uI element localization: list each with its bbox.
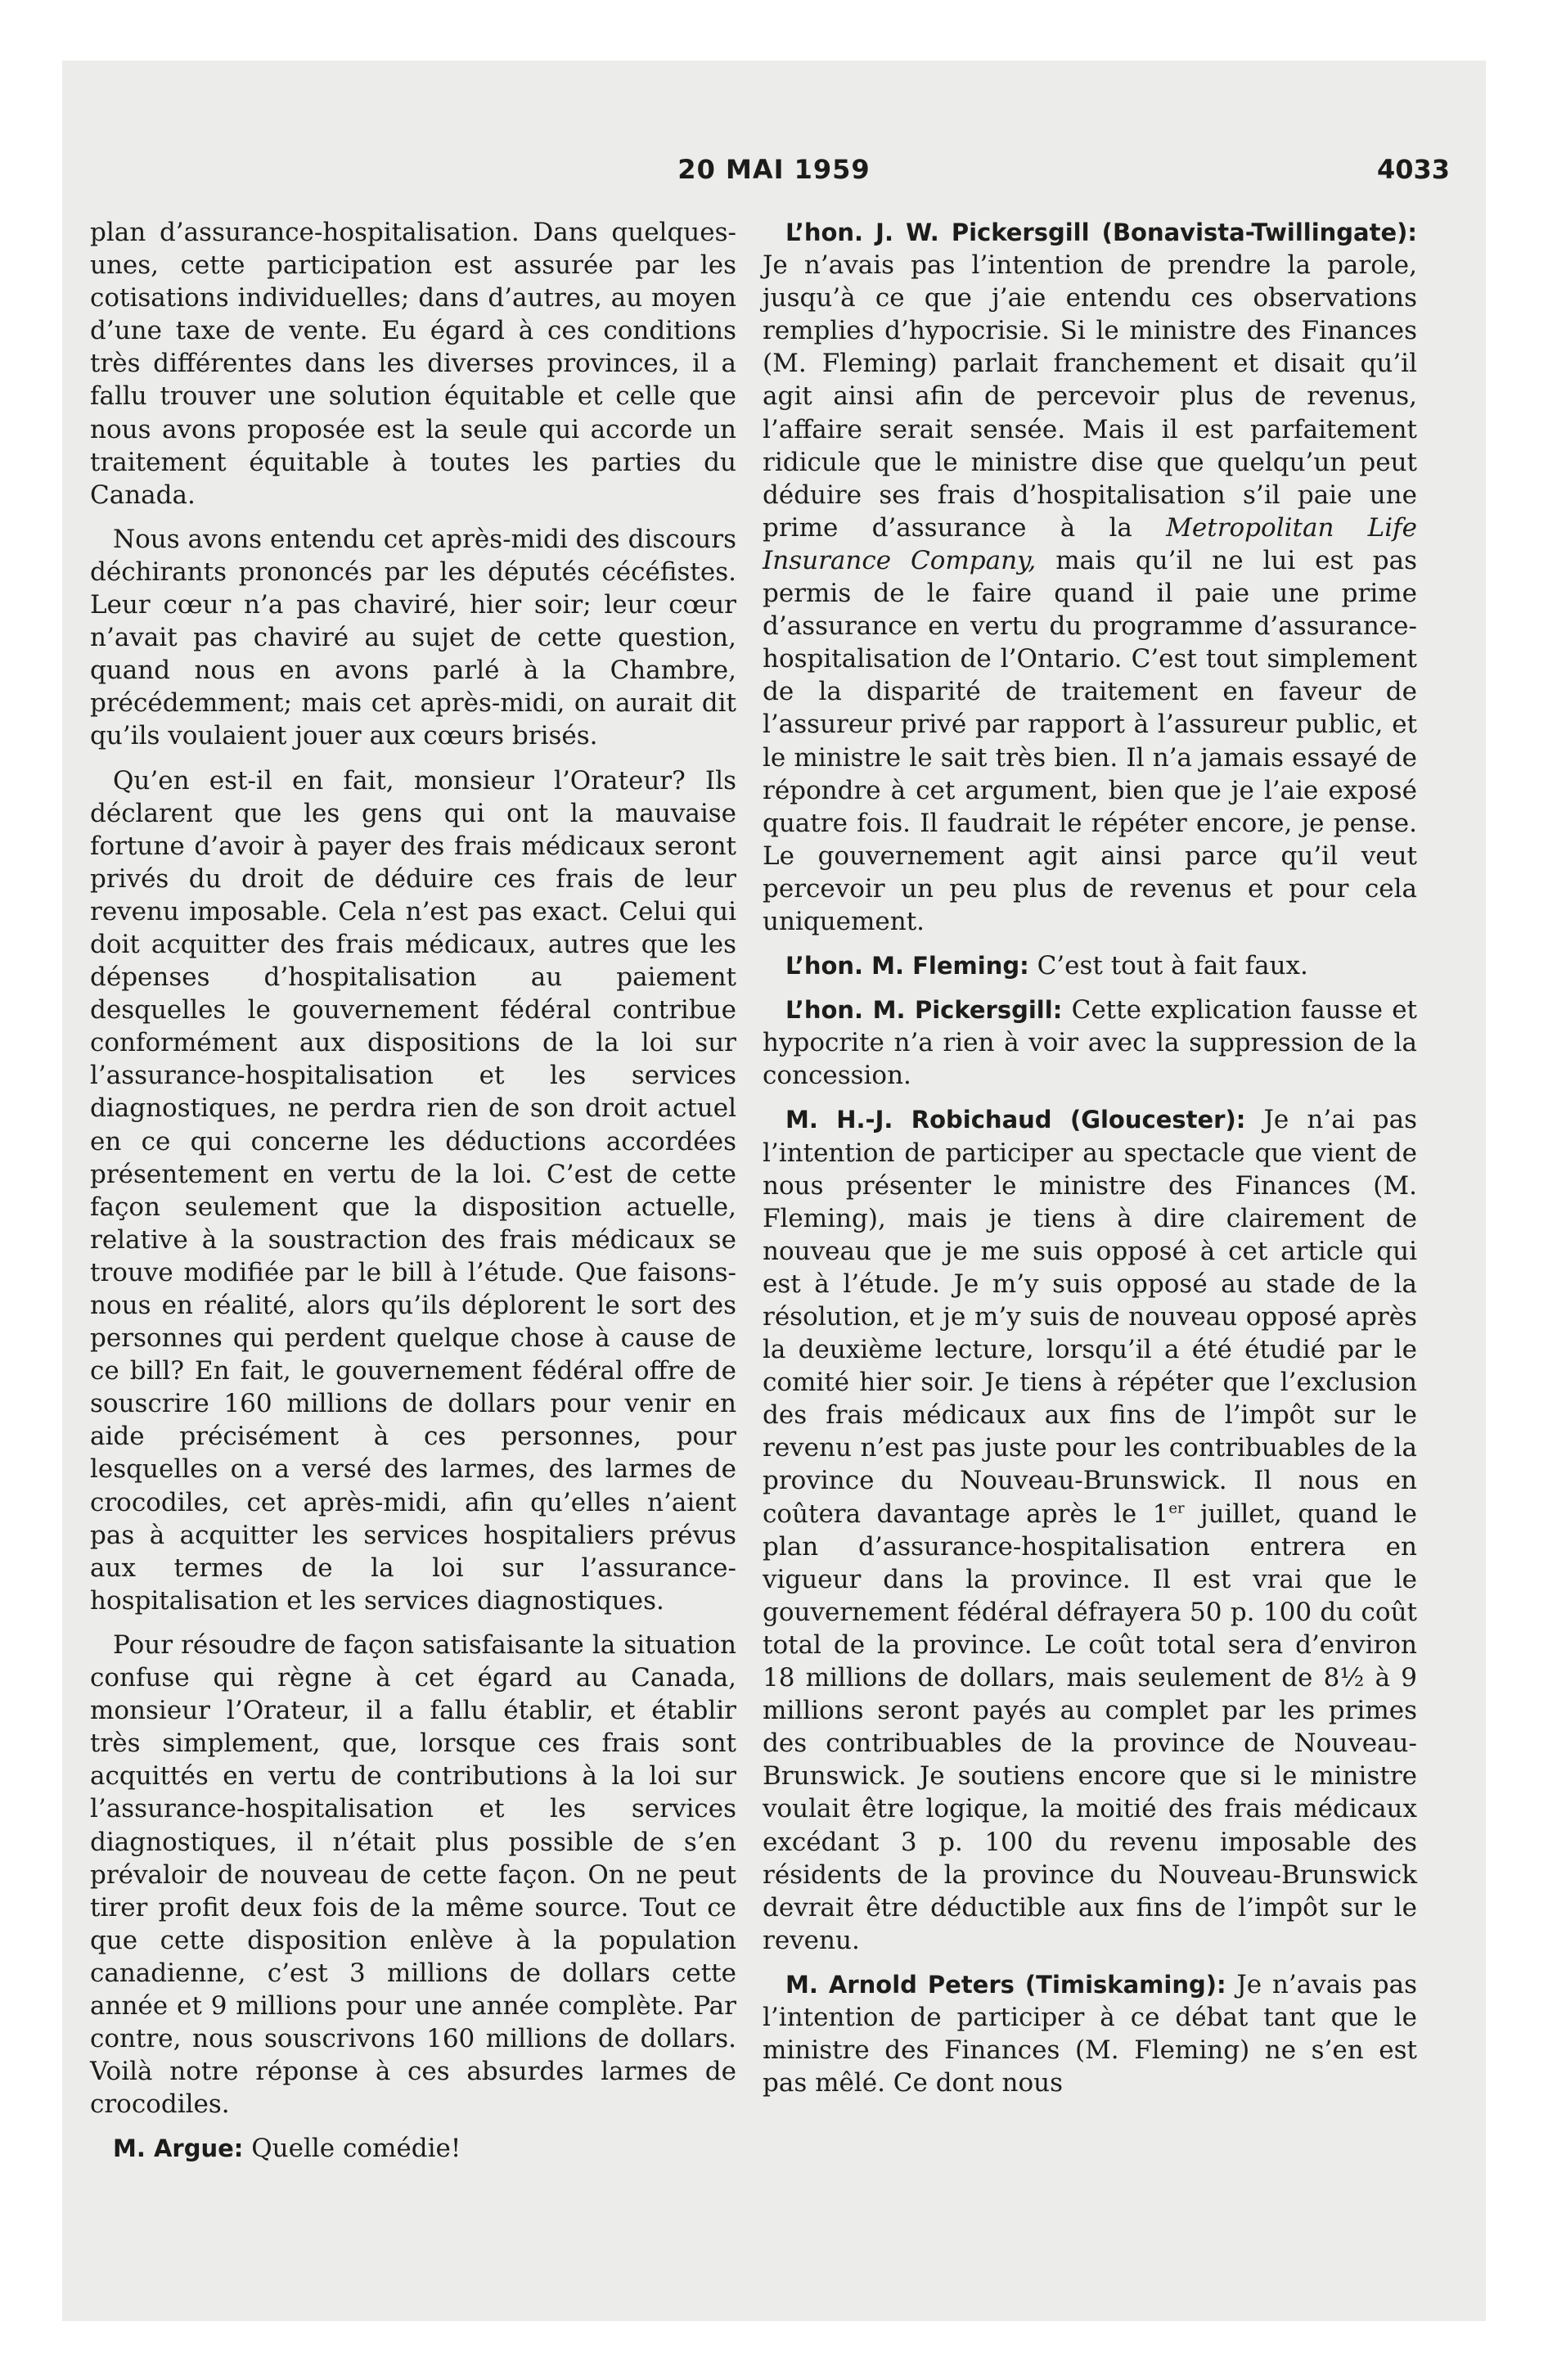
left-column	[90, 216, 736, 2176]
speech-text: Quelle comédie!	[251, 2134, 461, 2164]
speaker-name: M. Argue:	[113, 2134, 244, 2163]
speech-text: Je n’ai pas l’intention de participer au spectacle que vient de nous présenter le ministre des Finances (M. Fleming), mais je tiens à dire clairement de nouveau que je me suis opposé à cet article qui est à l’étude. Je m’y suis opposé au stade de la résolution, et je m’y suis de nouveau opposé après la deuxième lecture, lorsqu’il a été étudié par le comité hier soir. Je tiens à répéter que l’exclusion des frais médicaux aux fins de l’impôt sur le revenu n’est pas juste pour les contribuables de la province du Nouveau-Brunswick. Il nous en coûtera davantage après le 1	[763, 1105, 1417, 1529]
speech-text: Je n’avais pas l’intention de participer à ce débat tant que le ministre des Finances (M. Fleming) ne s’en est pas mêlé. Ce dont nous	[763, 1969, 1417, 2098]
paragraph	[90, 764, 736, 1617]
speech-argue	[90, 2132, 736, 2165]
speech-fleming	[763, 949, 1417, 982]
speech-text-continued: mais qu’il ne lui est pas permis de le faire quand il paie une prime d’assurance en vertu du programme d’assurance-hospitalisation de l’Ontario. C’est tout simplement de la disparité de traitement en faveur de l’assureur privé par rapport à l’assureur public, et le ministre le sait très bien. Il n’a jamais essayé de répondre à cet argument, bien que je l’aie exposé quatre fois. Il faudrait le répéter encore, je pense. Le gouvernement agit ainsi parce qu’il veut percevoir un peu plus de revenus et pour cela uniquement.	[763, 545, 1418, 936]
speech-text: Je n’avais pas l’intention de prendre la parole, jusqu’à ce que j’aie entendu ces observations remplies d’hypocrisie. Si le ministre des Finances (M. Fleming) parlait franchement et disait qu’il agit ainsi afin de percevoir plus de revenus, l’affaire serait sensée. Mais il est parfaitement ridicule que le ministre dise que quelqu’un peut déduire ses frais d’hospitalisation s’il paie une prime d’assurance à la	[763, 250, 1417, 543]
paragraph-text: Qu’en est-il en fait, monsieur l’Orateur? Ils déclarent que les gens qui ont la mauvaise fortune d’avoir à payer des frais médicaux seront privés du droit de déduire ces frais de leur revenu imposable. Cela n’est pas exact. Celui qui doit acquitter des frais médicaux, autres que les dépenses d’hospitalisation au paiement desquelles le gouvernement fédéral contribue conformément aux dispositions de la loi sur l’assurance-hospitalisation et les services diagnostiques, ne perdra rien de son droit actuel en ce qui concerne les déductions accordées présentement en vertu de la loi. C’est de cette façon seulement que la disposition actuelle, relative à la soustraction des frais médicaux se trouve modifiée par le bill à l’étude. Que faisons-nous en réalité, alors qu’ils déplorent le sort des personnes qui perdent quelque chose à cause de ce bill? En fait, le gouvernement fédéral offre de souscrire 160 millions de dollars pour venir en aide précisément à ces personnes, pour lesquelles on a versé des larmes, des larmes de crocodiles, cet après-midi, afin qu’elles n’aient pas à acquitter les services hospitaliers prévus aux termes de la loi sur l’assurance-hospitalisation et les services diagnostiques.	[90, 765, 736, 1616]
superscript: er	[1168, 1499, 1185, 1517]
speaker-name: M. Arnold Peters (Timiskaming):	[785, 1970, 1226, 1999]
paragraph	[90, 523, 736, 753]
right-column	[763, 216, 1417, 2111]
paragraph	[90, 1629, 736, 2121]
speech-pickersgill	[763, 216, 1417, 938]
page-scan	[62, 61, 1486, 2321]
paragraph	[90, 216, 736, 512]
speaker-name: L’hon. M. Fleming:	[785, 952, 1029, 980]
speaker-name: L’hon. J. W. Pickersgill (Bonavista-Twillingate):	[785, 219, 1417, 246]
speaker-name: L’hon. M. Pickersgill:	[785, 996, 1063, 1025]
speech-robichaud	[763, 1103, 1417, 1956]
header-date: 20 MAI 1959	[677, 154, 871, 185]
speaker-name: M. H.-J. Robichaud (Gloucester):	[785, 1106, 1246, 1134]
page-number: 4033	[1376, 154, 1450, 185]
speech-text: Cette explication fausse et hypocrite n’a rien à voir avec la suppression de la concession.	[763, 995, 1418, 1091]
speech-text: C’est tout à fait faux.	[1037, 951, 1308, 981]
paragraph-text: plan d’assurance-hospitalisation. Dans quelques-unes, cette participation est assurée par les cotisations individuelles; dans d’autres, au moyen d’une taxe de vente. Eu égard à ces conditions très différentes dans les diverses provinces, il a fallu trouver une solution équitable et celle que nous avons proposée est la seule qui accorde un traitement équitable à toutes les parties du Canada.	[90, 218, 736, 510]
italic-company-name: Metropolitan Life Insurance Company,	[763, 512, 1417, 575]
paragraph-text: Pour résoudre de façon satisfaisante la situation confuse qui règne à cet égard au Canada, monsieur l’Orateur, il a fallu établir, et établir très simplement, que, lorsque ces frais sont acquittés en vertu de contributions à la loi sur l’assurance-hospitalisation et les services diagnostiques, il n’était plus possible de s’en prévaloir de nouveau de cette façon. On ne peut tirer profit deux fois de la même source. Tout ce que cette disposition enlève à la population canadienne, c’est 3 millions de dollars cette année et 9 millions pour une année complète. Par contre, nous souscrivons 160 millions de dollars. Voilà notre réponse à ces absurdes larmes de crocodiles.	[90, 1629, 736, 2120]
speech-text-continued: juillet, quand le plan d’assurance-hospitalisation entrera en vigueur dans la province. Il est vrai que le gouvernement fédéral défrayera 50 p. 100 du coût total de la province. Le coût total sera d’environ 18 millions de dollars, mais seulement de 8½ à 9 millions seront payés au complet par les primes des contribuables de la province de Nouveau-Brunswick. Je soutiens encore que si le ministre voulait être logique, la moitié des frais médicaux excédant 3 p. 100 du revenu imposable des résidents de la province du Nouveau-Brunswick devrait être déductible aux fins de l’impôt sur le revenu.	[763, 1499, 1417, 1955]
page-header	[62, 154, 1486, 203]
speech-peters	[763, 1968, 1417, 2099]
paragraph-text: Nous avons entendu cet après-midi des discours déchirants prononcés par les députés cécéfistes. Leur cœur n’a pas chaviré, hier soir; leur cœur n’avait pas chaviré au sujet de cette question, quand nous en avons parlé à la Chambre, précédemment; mais cet après-midi, on aurait dit qu’ils voulaient jouer aux cœurs brisés.	[90, 524, 736, 751]
speech-pickersgill-2	[763, 994, 1417, 1092]
